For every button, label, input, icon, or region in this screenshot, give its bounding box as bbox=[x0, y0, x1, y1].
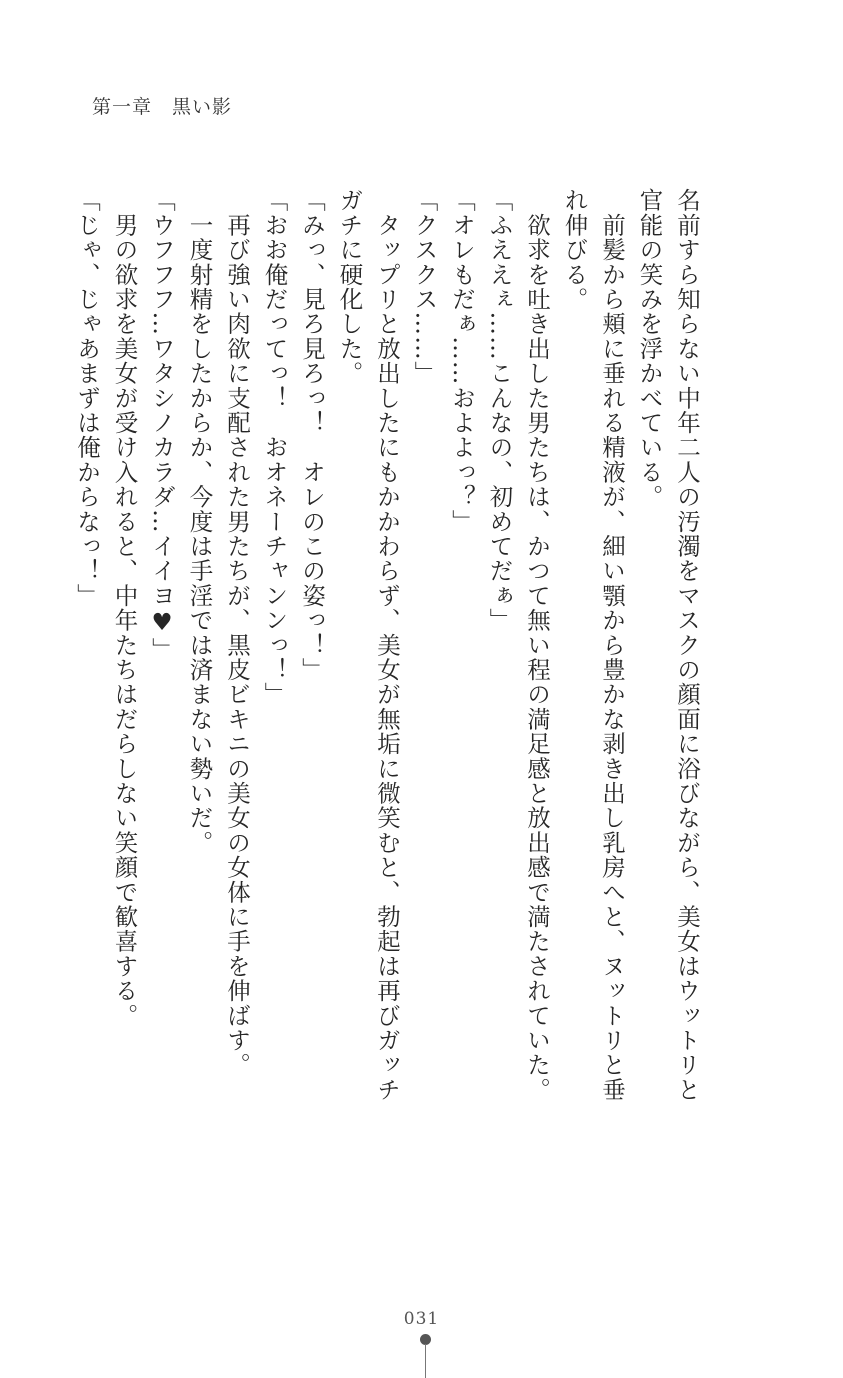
paragraph: 前髪から頬に垂れる精液が、細い顎から豊かな剥き出し乳房へと、ヌットリと垂れ伸びる。 bbox=[560, 188, 626, 1102]
dialogue-line: 「じゃ、じゃあまずは俺からなっ！」 bbox=[73, 188, 101, 608]
paragraph: 名前すら知らない中年二人の汚濁をマスクの顔面に浴びながら、美女はウットリと官能の笑みを浮かべている。 bbox=[635, 188, 701, 1102]
paragraph: 男の欲求を美女が受け入れると、中年たちはだらしない笑顔で歓喜する。 bbox=[110, 188, 139, 1028]
folio-rule-ornament bbox=[425, 1344, 426, 1378]
dialogue-line: 「オレもだぁ……およよっ？」 bbox=[448, 188, 476, 534]
paragraph: タップリと放出したにもかかわらず、美女が無垢に微笑むと、勃起は再びガッチガチに硬化した。 bbox=[335, 188, 401, 1102]
dialogue-line: 「ウフフフ…ワタシノカラダ…イイヨ♥」 bbox=[148, 188, 176, 662]
running-header: 第一章 黒い影 bbox=[92, 96, 233, 118]
dialogue-line: 「ふええぇ……こんなの、初めてだぁ」 bbox=[485, 188, 514, 633]
dialogue-line: 「みっ、見ろ見ろっ！ オレのこの姿っ！」 bbox=[298, 188, 326, 682]
paragraph: 一度射精をしたからか、今度は手淫では済まない勢いだ。 bbox=[185, 188, 214, 855]
dialogue-line: 「おお俺だってっ！ おオネーチャンンっ！」 bbox=[260, 188, 289, 707]
paragraph: 欲求を吐き出した男たちは、かつて無い程の満足感と放出感で満たされていた。 bbox=[523, 188, 551, 1102]
body-text bbox=[73, 188, 705, 1108]
paragraph: 再び強い肉欲に支配された男たちが、黒皮ビキニの美女の女体に手を伸ばす。 bbox=[223, 188, 251, 1078]
page-number: 031 bbox=[403, 1309, 440, 1329]
dialogue-line: 「クスクス……」 bbox=[410, 188, 439, 386]
